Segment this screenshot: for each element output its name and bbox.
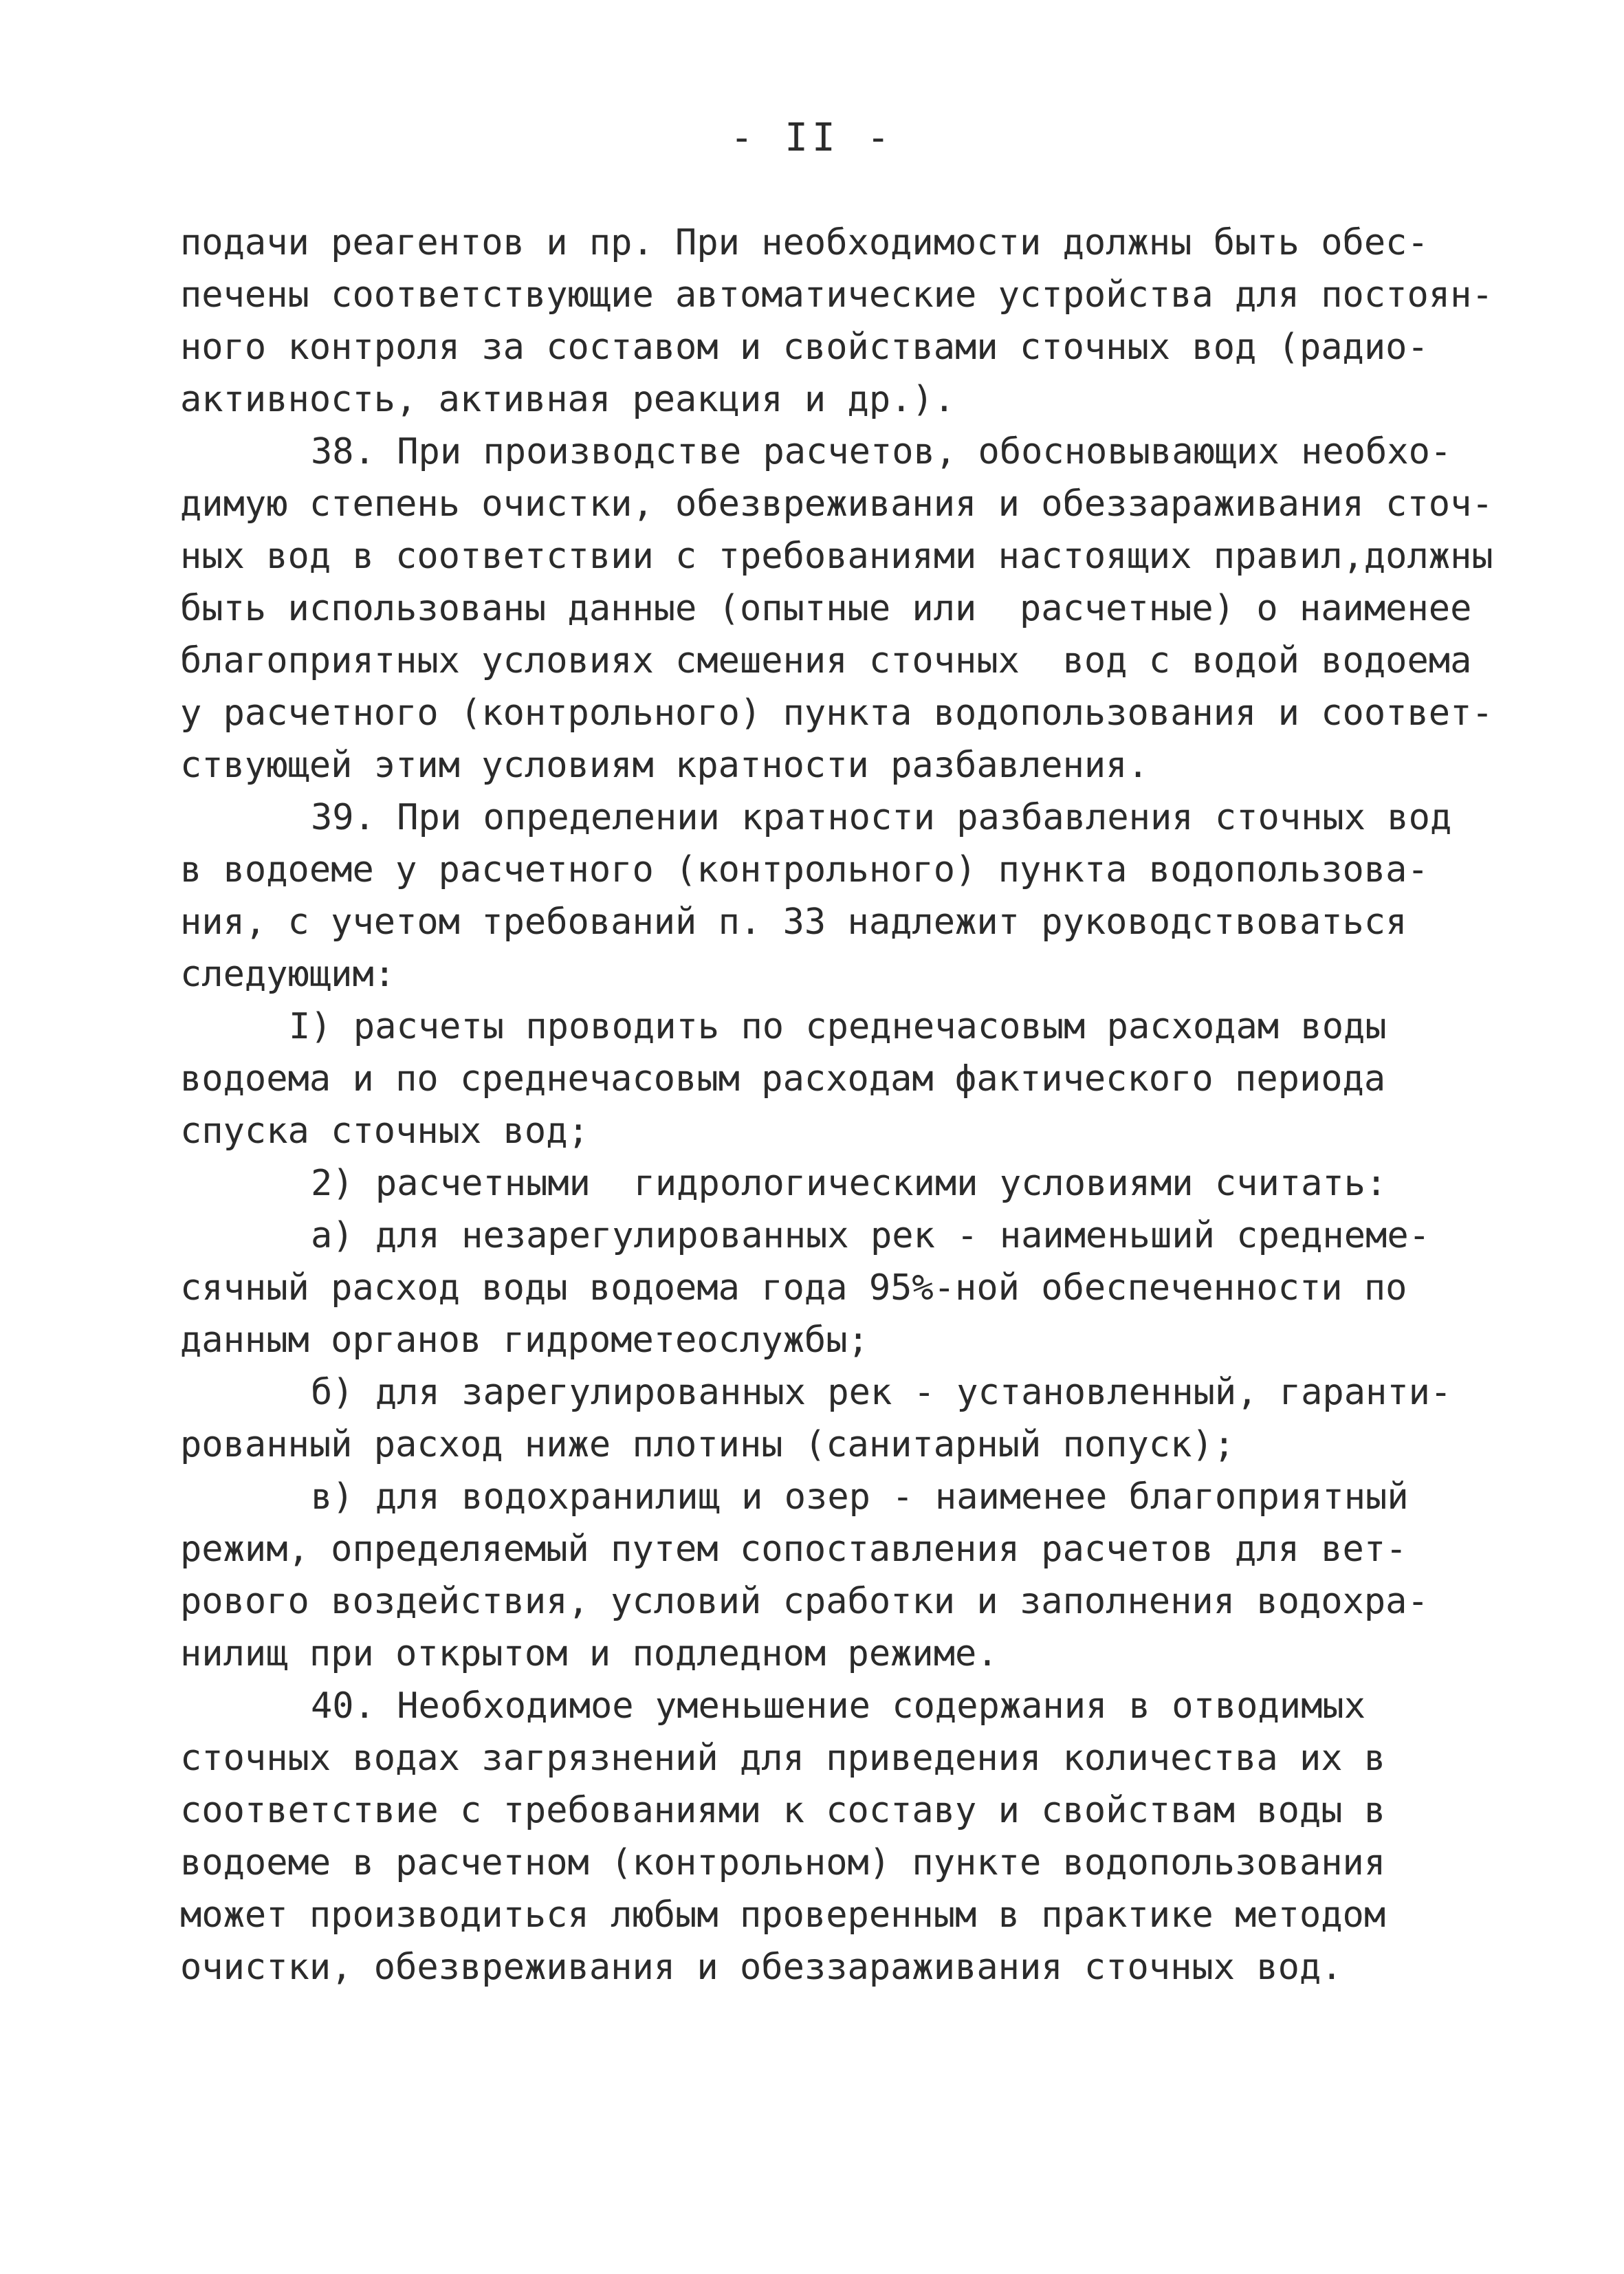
text-line: быть использованы данные (опытные или расчетные) о наименее [180, 588, 1472, 629]
text-line: в водоеме у расчетного (контрольного) пункта водопользова- [180, 849, 1429, 890]
text-line: нилищ при открытом и подледном режиме. [180, 1633, 998, 1674]
text-line: в) для водохранилищ и озер - наименее благоприятный [311, 1476, 1409, 1518]
text-line: сячный расход воды водоема года 95%-ной обеспеченности по [180, 1267, 1407, 1309]
text-line: 39. При определении кратности разбавления сточных вод [311, 797, 1452, 838]
text-line: 38. При производстве расчетов, обосновывающих необхо- [311, 431, 1452, 472]
text-line: 2) расчетными гидрологическими условиями считать: [311, 1163, 1387, 1204]
text-line: I) расчеты проводить по среднечасовым расходам воды [289, 1006, 1387, 1047]
text-line: б) для зарегулированных рек - установленный, гаранти- [311, 1372, 1452, 1413]
text-line: следующим: [180, 954, 396, 995]
text-line: ного контроля за составом и свойствами сточных вод (радио- [180, 327, 1429, 368]
text-line: сточных водах загрязнений для приведения количества их в [180, 1738, 1386, 1779]
text-line: активность, активная реакция и др.). [180, 379, 956, 420]
text-line: режим, определяемый путем сопоставления расчетов для вет- [180, 1529, 1407, 1570]
text-line: рового воздействия, условий сработки и заполнения водохра- [180, 1581, 1429, 1622]
text-line: водоема и по среднечасовым расходам фактического периода [180, 1058, 1386, 1100]
text-line: спуска сточных вод; [180, 1111, 589, 1152]
text-line: соответствие с требованиями к составу и свойствам воды в [180, 1790, 1386, 1831]
text-line: печены соответствующие автоматические устройства для постоян- [180, 274, 1493, 316]
text-line: может производиться любым проверенным в практике методом [180, 1894, 1386, 1936]
text-line: подачи реагентов и пр. При необходимости должны быть обес- [180, 222, 1429, 263]
page-number: - II - [729, 116, 895, 160]
text-line: димую степень очистки, обезвреживания и обеззараживания сточ- [180, 483, 1493, 525]
text-line: ния, с учетом требований п. 33 надлежит руководствоваться [180, 901, 1407, 943]
text-line: у расчетного (контрольного) пункта водопользования и соответ- [180, 692, 1493, 734]
text-line: данным органов гидрометеослужбы; [180, 1320, 869, 1361]
text-line: ствующей этим условиям кратности разбавления. [180, 745, 1149, 786]
text-line: 40. Необходимое уменьшение содержания в отводимых [311, 1685, 1366, 1727]
text-line: а) для незарегулированных рек - наименьший среднеме- [311, 1215, 1430, 1256]
text-line: очистки, обезвреживания и обеззараживания сточных вод. [180, 1947, 1343, 1988]
text-line: водоеме в расчетном (контрольном) пункте водопользования [180, 1842, 1386, 1883]
text-line: ных вод в соответствии с требованиями настоящих правил,должны [180, 536, 1493, 577]
text-line: благоприятных условиях смешения сточных вод с водой водоема [180, 640, 1472, 681]
text-line: рованный расход ниже плотины (санитарный попуск); [180, 1424, 1236, 1465]
